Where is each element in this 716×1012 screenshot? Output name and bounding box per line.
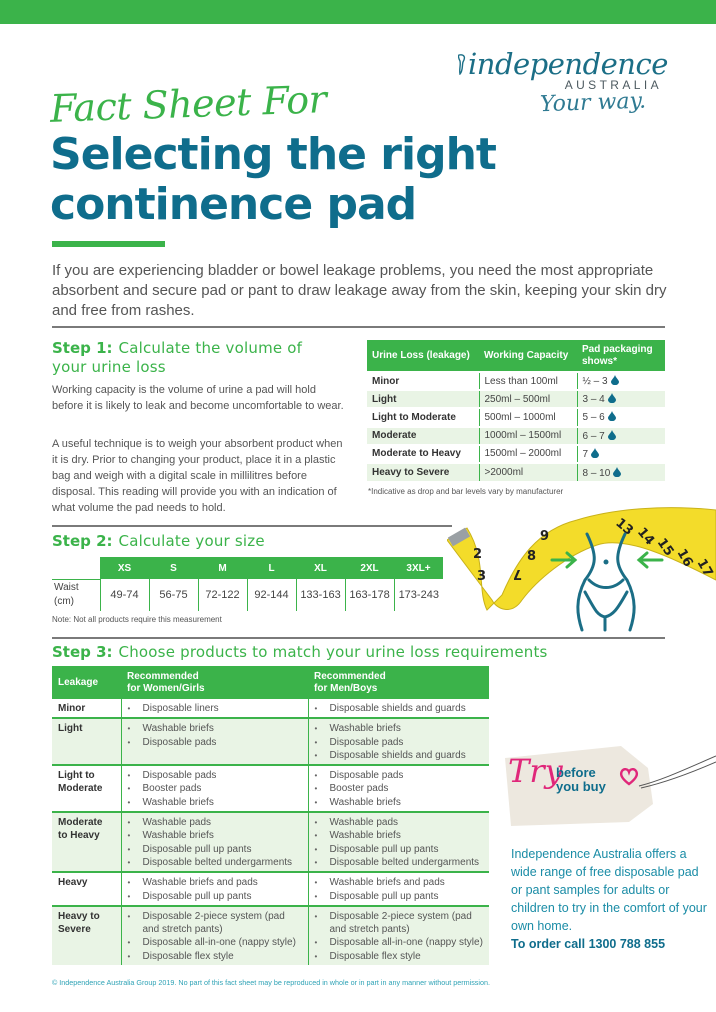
table-row: Minor Less than 100ml ½ – 3 (367, 372, 665, 390)
svg-text:2: 2 (473, 547, 483, 562)
svg-text:13: 13 (612, 515, 636, 539)
table-row: Moderate 1000ml – 1500ml 6 – 7 (367, 427, 665, 445)
table-row: Light • Washable briefs • Disposable pads • Washable briefs • Disposable pads • Disposable shields and guards (52, 718, 489, 765)
brand-logo (458, 47, 668, 118)
svg-text:3: 3 (477, 569, 487, 584)
svg-text:9: 9 (540, 529, 550, 544)
intro-paragraph: If you are experiencing bladder or bowel leakage problems, you need the most appropriate absorbent and secure pad or pant to draw leakage away from the skin, keeping your skin dry and free from rashes. (52, 262, 667, 319)
table-row: Light to Moderate 500ml – 1000ml 5 – 6 (367, 408, 665, 426)
order-phone: To order call 1300 788 855 (511, 937, 666, 951)
svg-text:7: 7 (512, 566, 522, 581)
page-title: Selecting the right continence pad (50, 129, 496, 230)
water-drop-icon (611, 375, 619, 385)
svg-text:14: 14 (633, 524, 658, 549)
table-row: Light to Moderate • Disposable pads • Booster pads • Washable briefs • Disposable pads • Booster pads • Washable briefs (52, 765, 489, 812)
table-row: Heavy • Washable briefs and pads • Disposable pull up pants • Washable briefs and pads • Disposable pull up pants (52, 872, 489, 906)
butterfly-wing-icon (458, 53, 466, 75)
water-drop-icon (613, 467, 621, 477)
fact-sheet-script: Fact Sheet For (49, 77, 327, 131)
table-row: Moderate to Heavy • Washable pads • Washable briefs • Disposable pull up pants • Disposable belted undergarments • Washable pads • Washable briefs • Disposable pull up pants • Disposable belted undergarments (52, 812, 489, 872)
title-underline (52, 241, 165, 247)
table-row: Light 250ml – 500ml 3 – 4 (367, 390, 665, 408)
water-drop-icon (608, 393, 616, 403)
urine-loss-table: Urine Loss (leakage) Working Capacity Pad packaging shows* Minor Less than 100ml ½ – 3 Light 250ml – 500ml 3 – 4 Light to Moderate 500ml – 1000ml 5 – 6 Moderate 1000ml – 1500ml 6 – 7 Moderate to Heavy 1500ml – 2000ml 7 Heavy to Severe >2000ml 8 – 10 (367, 340, 665, 481)
step3-heading: Step 3: Choose products to match your urine loss requirements (52, 643, 548, 661)
table-row: Moderate to Heavy 1500ml – 2000ml 7 (367, 445, 665, 463)
step1-paragraph-2: A useful technique is to weigh your absorbent product when it is dry. Prior to changing your product, place it in a plastic bag and weigh with a digital scale in millilitres before disposal. This reading will provide you with an indication of what volume the pad needs to hold. (52, 438, 343, 514)
size-table: XS S M L XL 2XL 3XL+ Waist (cm) 49-74 56-75 72-122 92-144 133-163 163-178 173-243 (52, 557, 443, 611)
divider (52, 637, 665, 639)
logo-tagline: Your way. (539, 88, 647, 118)
logo-wordmark: independence (458, 48, 668, 80)
step1-heading: Step 1: Calculate the volume of your urine loss (52, 339, 303, 376)
copyright-footer: © Independence Australia Group 2019. No part of this fact sheet may be reproduced in whole or in part in any manner without permission. (52, 978, 490, 987)
try-script: Try (508, 752, 563, 790)
table-row: Heavy to Severe >2000ml 8 – 10 (367, 463, 665, 481)
divider (52, 525, 452, 527)
table-row: Minor • Disposable liners • Disposable shields and guards (52, 699, 489, 718)
water-drop-icon (608, 430, 616, 440)
heart-icon (619, 768, 639, 786)
measuring-tape-illustration (447, 500, 716, 637)
svg-text:17: 17 (693, 556, 716, 580)
divider (52, 326, 665, 328)
urine-loss-note: *Indicative as drop and bar levels vary by manufacturer (368, 487, 564, 496)
step1-paragraph-1: Working capacity is the volume of urine a pad will hold before it is likely to leak and become uncomfortable to wear. (52, 384, 344, 412)
step2-heading: Step 2: Calculate your size (52, 532, 265, 550)
top-green-bar (0, 0, 716, 24)
water-drop-icon (591, 448, 599, 458)
size-note: Note: Not all products require this measurement (52, 615, 222, 624)
table-row: Waist (cm) 49-74 56-75 72-122 92-144 133-163 163-178 173-243 (52, 579, 443, 611)
water-drop-icon (608, 411, 616, 421)
logo-sub: AUSTRALIA (564, 78, 662, 92)
table-row: Heavy to Severe • Disposable 2-piece system (pad and stretch pants) • Disposable all-in-one (nappy style) • Disposable flex style • Disposable 2-piece system (pad and stretch pants) • Disposable all-in-one (nappy style) • Disposable flex style (52, 906, 489, 965)
before-you-buy-text: before you buy (556, 765, 606, 794)
svg-text:15: 15 (653, 535, 677, 560)
svg-text:8: 8 (527, 549, 537, 564)
promo-text: Independence Australia offers a wide range of free disposable pad or pant samples for adults or children to try in the comfort of your own home. To order call 1300 788 855 (511, 845, 711, 953)
svg-text:16: 16 (673, 546, 696, 570)
product-recommendation-table: Leakage Recommended for Women/Girls Recommended for Men/Boys Minor • Disposable liners • Disposable shields and guards Light • Washable briefs • Disposable pads • Washable briefs • Disposable pads • Disposable shields and guards Light to Moderate • Disposable pads • Booster pads • Washable briefs • Disposable pads • Booster pads • Washable briefs Moderate to Heavy • Washable pads • Washable briefs • Disposable pull up pants • Disposable belted undergarments • Washable pads • Washable briefs • Disposable pull up pants • Disposable belted undergarments Heavy • Washable briefs and pads • Disposable pull up pants • Washable briefs and pads • Disposable pull up pants Heavy to Severe • Disposable 2-piece system (pad and stretch pants) • Disposable all-in-one (nappy style) • Disposable flex style • Disposable 2-piece system (pad and stretch pants) • Disposable all-in-one (nappy style) • Disposable flex style (52, 666, 489, 965)
